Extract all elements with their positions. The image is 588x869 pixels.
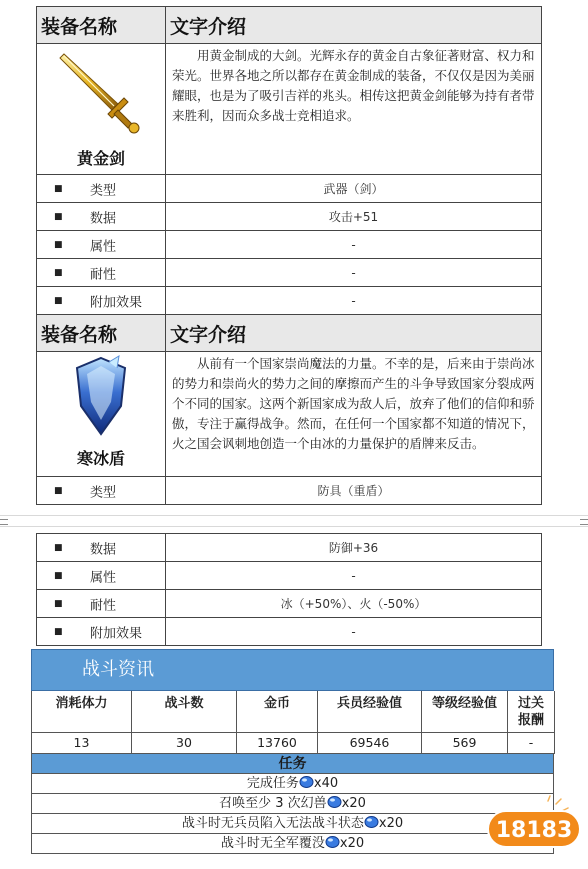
prop-value: 防御+36 bbox=[166, 534, 542, 562]
prop-row bbox=[37, 534, 542, 562]
header-name-cell: 装备名称 bbox=[37, 315, 166, 352]
battle-header-cell: 兵员经验值 bbox=[318, 691, 422, 733]
bullet-icon: ■ bbox=[54, 295, 63, 306]
prop-row bbox=[37, 477, 542, 505]
item-row bbox=[37, 44, 542, 175]
header-desc-cell: 文字介绍 bbox=[166, 315, 542, 352]
logo-text: 18183 bbox=[495, 818, 573, 843]
bullet-icon: ■ bbox=[54, 183, 63, 194]
battle-header-cell: 过关报酬 bbox=[508, 691, 555, 733]
bullet-icon: ■ bbox=[54, 211, 63, 222]
prop-label: 属性 bbox=[90, 239, 117, 254]
item-row bbox=[37, 352, 542, 477]
prop-value: - bbox=[166, 231, 542, 259]
gem-icon bbox=[299, 775, 314, 789]
golden-sword-icon bbox=[56, 48, 146, 138]
header-row bbox=[37, 7, 542, 44]
task-text: 战斗时无全军覆没 bbox=[220, 836, 325, 851]
task-reward: x20 bbox=[339, 836, 365, 851]
battle-header-cell: 金币 bbox=[237, 691, 318, 733]
battle-info bbox=[31, 649, 554, 854]
equipment-table-1 bbox=[36, 6, 542, 505]
task-row bbox=[31, 814, 554, 834]
prop-row bbox=[37, 618, 542, 646]
prop-value: - bbox=[166, 259, 542, 287]
prop-label: 附加效果 bbox=[90, 295, 143, 310]
item-name: 寒冰盾 bbox=[76, 449, 125, 468]
prop-label: 耐性 bbox=[90, 267, 117, 282]
prop-value: - bbox=[166, 562, 542, 590]
bullet-icon: ■ bbox=[54, 485, 63, 496]
battle-header-cell: 等级经验值 bbox=[422, 691, 508, 733]
ice-shield-icon bbox=[69, 354, 133, 438]
item-description: 从前有一个国家崇尚魔法的力量。不幸的是，后来由于崇尚冰的势力和崇尚火的势力之间的摩擦而产生的斗争导致国家分裂成两个不同的国家。这两个新国家成为敌人后，放弃了他们的信仰和骄傲，专注于赢得战争。然而，在任何一个国家都不知道的情况下，火之国会讽刺地创造一个由冰的力量保护的盾牌来反击。 bbox=[166, 352, 542, 477]
battle-value-cell: - bbox=[508, 733, 555, 754]
task-reward: x20 bbox=[341, 796, 366, 811]
item-image-cell bbox=[37, 352, 166, 477]
battle-title: 战斗资讯 bbox=[31, 649, 554, 691]
battle-header-cell: 战斗数 bbox=[132, 691, 237, 733]
battle-value-row bbox=[31, 733, 554, 754]
prop-label: 数据 bbox=[90, 211, 117, 226]
bullet-icon: ■ bbox=[54, 267, 63, 278]
prop-label: 附加效果 bbox=[90, 626, 143, 641]
battle-header-row bbox=[31, 691, 554, 733]
bullet-icon: ■ bbox=[54, 570, 63, 581]
prop-row bbox=[37, 287, 542, 315]
task-title: 任务 bbox=[31, 754, 554, 774]
battle-value-cell: 569 bbox=[422, 733, 508, 754]
battle-value-cell: 13760 bbox=[237, 733, 318, 754]
equipment-table-2 bbox=[36, 533, 542, 646]
task-row bbox=[31, 774, 554, 794]
prop-row bbox=[37, 175, 542, 203]
header-row bbox=[37, 315, 542, 352]
prop-label: 耐性 bbox=[90, 598, 117, 613]
gem-icon bbox=[325, 835, 340, 849]
prop-row bbox=[37, 259, 542, 287]
prop-value: 防具（重盾） bbox=[166, 477, 542, 505]
prop-value: 攻击+51 bbox=[166, 203, 542, 231]
header-name-cell: 装备名称 bbox=[37, 7, 166, 44]
task-text: 战斗时无兵员陷入无法战斗状态 bbox=[181, 816, 364, 831]
prop-label: 类型 bbox=[90, 183, 117, 198]
prop-value: - bbox=[166, 618, 542, 646]
prop-label: 属性 bbox=[90, 570, 117, 585]
item-image-cell bbox=[37, 44, 166, 175]
prop-label: 类型 bbox=[90, 485, 117, 500]
task-text: 完成任务 bbox=[246, 776, 299, 791]
bullet-icon: ■ bbox=[54, 542, 63, 553]
prop-row bbox=[37, 203, 542, 231]
item-name: 黄金剑 bbox=[76, 149, 125, 168]
task-row bbox=[31, 794, 554, 814]
bullet-icon: ■ bbox=[54, 598, 63, 609]
prop-row bbox=[37, 231, 542, 259]
task-reward: x20 bbox=[378, 816, 404, 831]
battle-value-cell: 13 bbox=[32, 733, 132, 754]
task-row bbox=[31, 834, 554, 854]
battle-value-cell: 69546 bbox=[318, 733, 422, 754]
prop-row bbox=[37, 562, 542, 590]
page-break bbox=[0, 515, 588, 527]
gem-icon bbox=[364, 815, 379, 829]
prop-value: 武器（剑） bbox=[166, 175, 542, 203]
battle-value-cell: 30 bbox=[132, 733, 237, 754]
prop-row bbox=[37, 590, 542, 618]
gem-icon bbox=[327, 795, 342, 809]
prop-value: - bbox=[166, 287, 542, 315]
prop-label: 数据 bbox=[90, 542, 117, 557]
task-reward: x40 bbox=[313, 776, 339, 791]
header-desc-cell: 文字介绍 bbox=[166, 7, 542, 44]
bullet-icon: ■ bbox=[54, 239, 63, 250]
bullet-icon: ■ bbox=[54, 626, 63, 637]
task-text: 召唤至少 3 次幻兽 bbox=[219, 796, 327, 811]
prop-value: 冰（+50%）、火（-50%） bbox=[166, 590, 542, 618]
18183-logo-icon bbox=[486, 795, 582, 855]
battle-header-cell: 消耗体力 bbox=[32, 691, 132, 733]
item-description: 用黄金制成的大剑。光辉永存的黄金自古象征著财富、权力和荣光。世界各地之所以都存在黄金制成的装备，不仅仅是因为美丽耀眼，也是为了吸引吉祥的兆头。相传这把黄金剑能够为持有者带来胜利，因而众多战士竞相追求。 bbox=[166, 44, 542, 175]
